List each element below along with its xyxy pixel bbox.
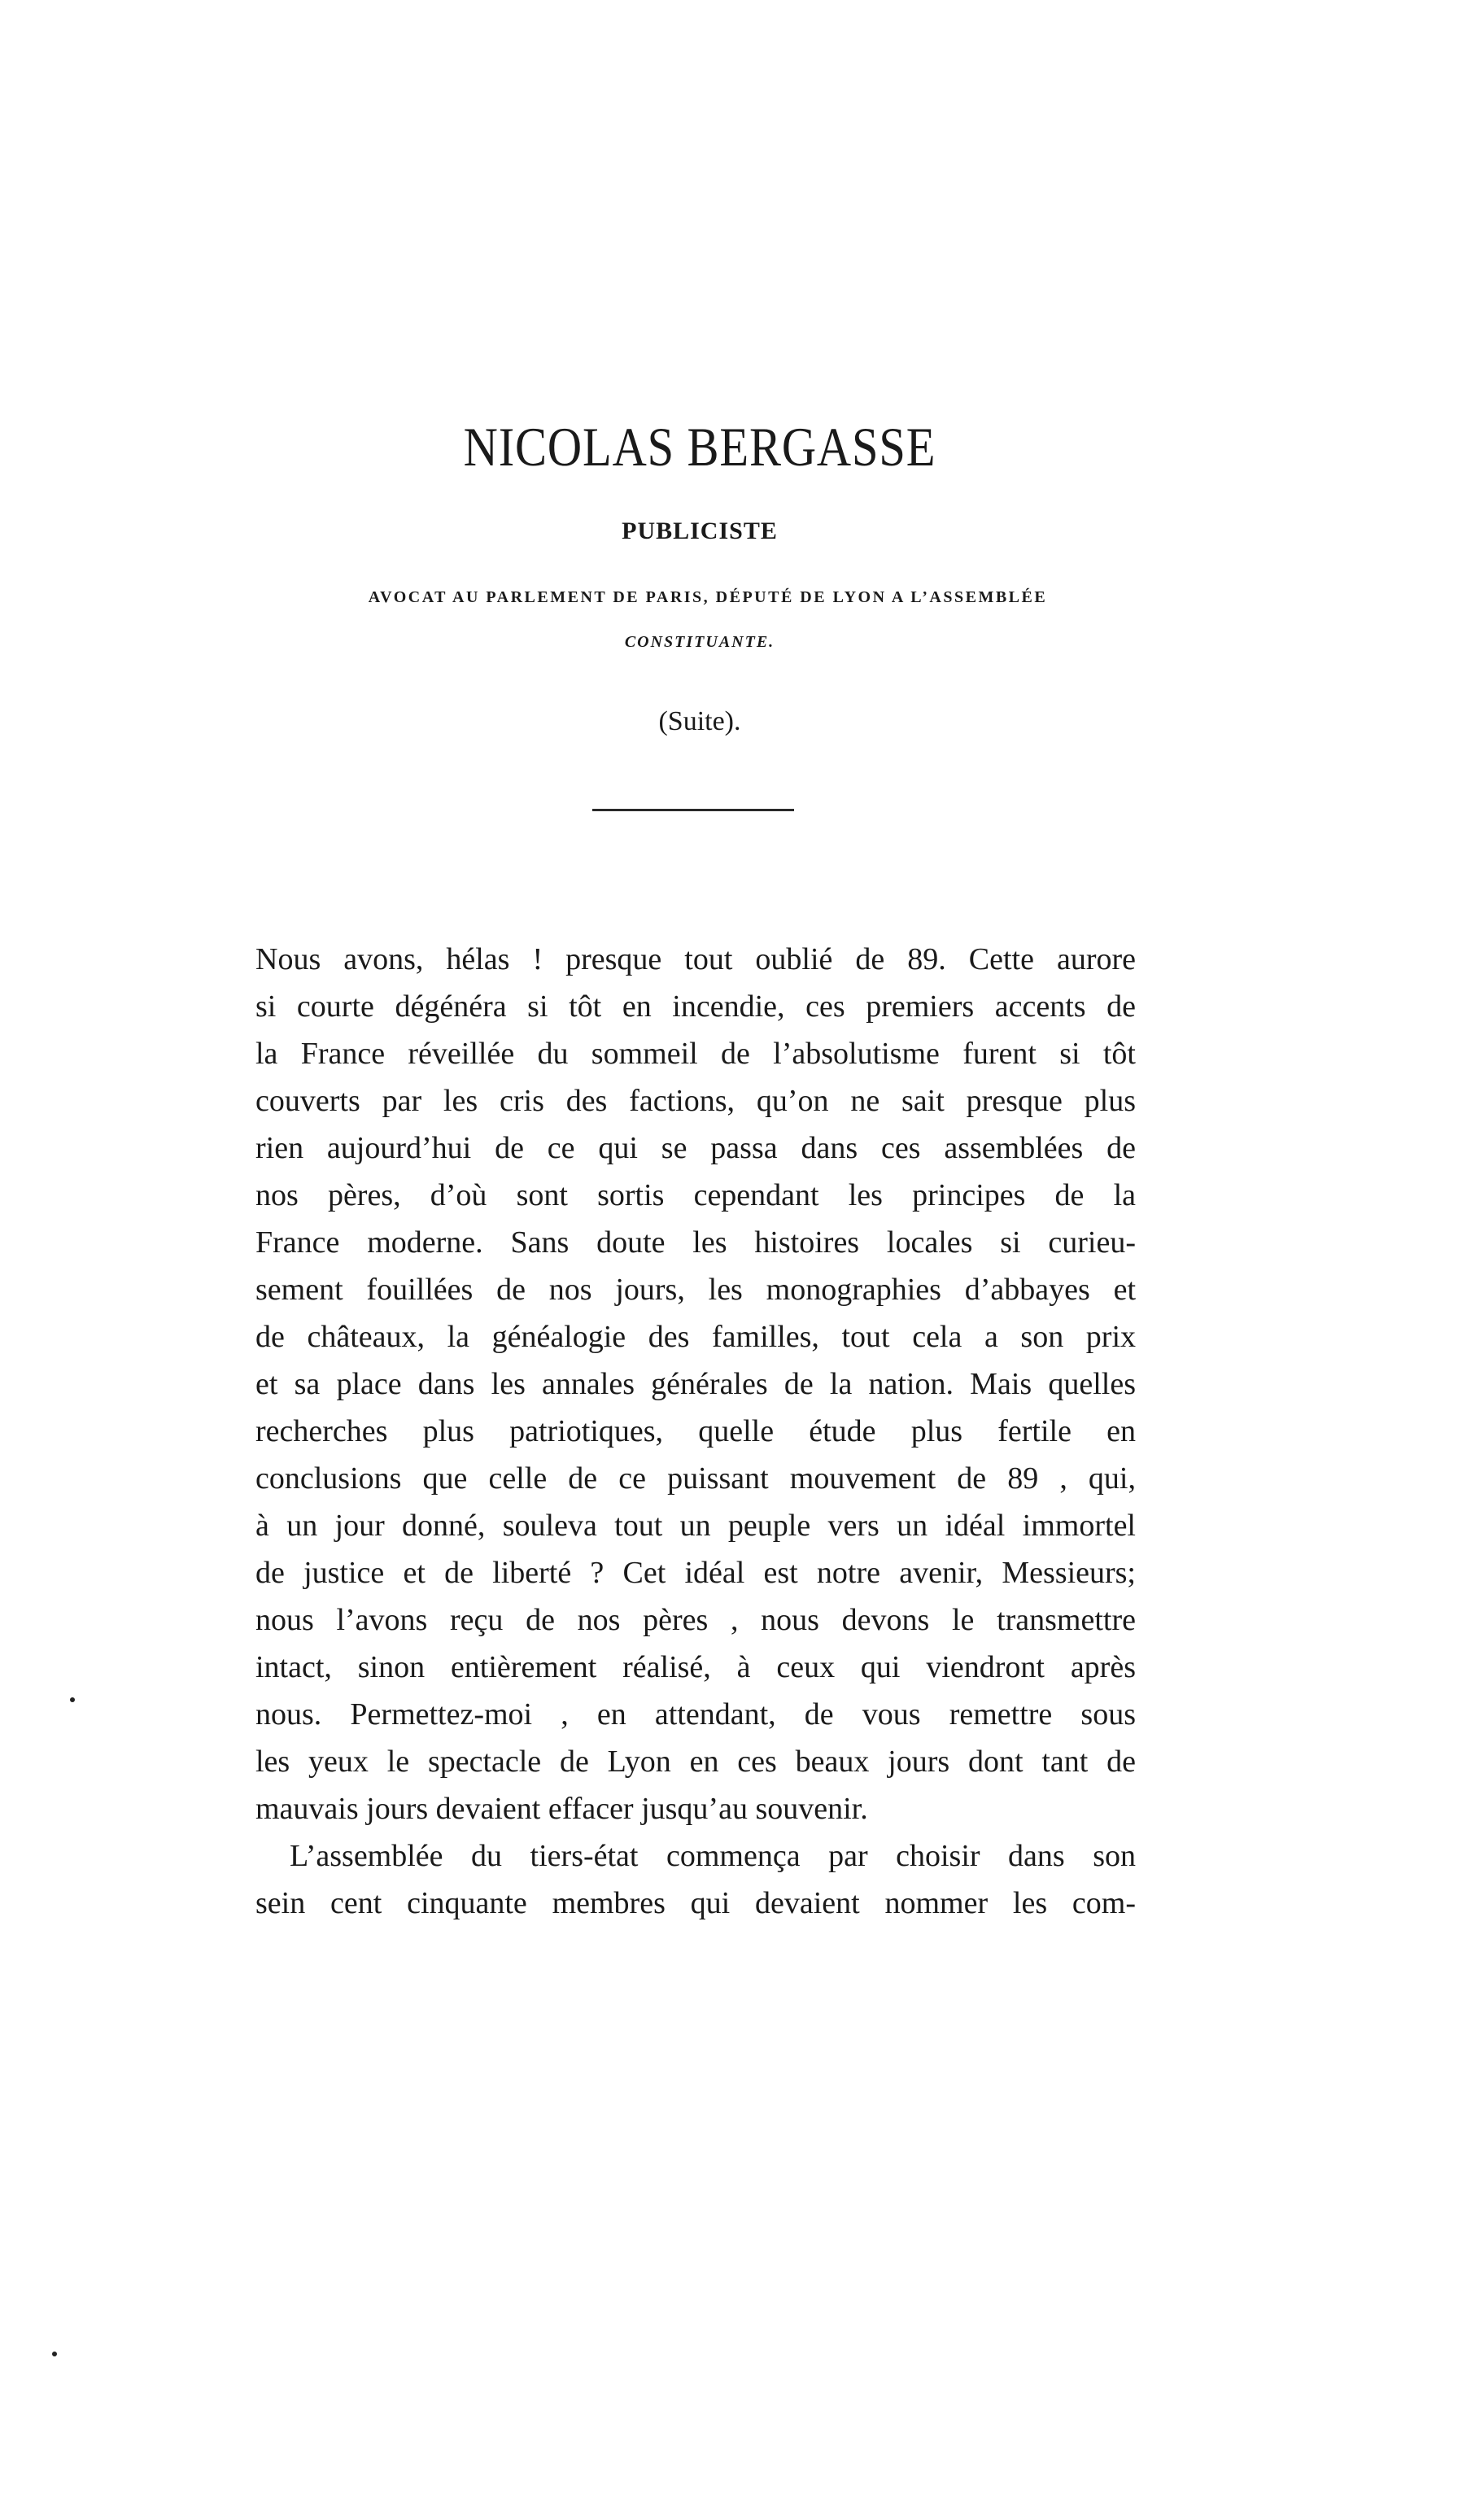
text-line: et sa place dans les annales générales de la nation. Mais quelles [255,1367,1136,1401]
text-line: de châteaux, la généalogie des familles, tout cela a son prix [255,1320,1136,1354]
text-line: de justice et de liberté ? Cet idéal est notre avenir, Messieurs; [255,1556,1136,1590]
text-line: mauvais jours devaient effacer jusqu’au souvenir. [255,1792,868,1826]
text-line: les yeux le spectacle de Lyon en ces beaux jours dont tant de [255,1745,1136,1779]
print-speck [70,1697,75,1702]
continuation-note: (Suite). [658,706,741,736]
text-line: sein cent cinquante membres qui devaient nommer les com- [255,1886,1136,1920]
text-line: nous. Permettez-moi , en attendant, de vous remettre sous [255,1697,1136,1732]
text-line: Nous avons, hélas ! presque tout oublié de 89. Cette aurore [255,942,1136,976]
divider-rule [592,809,794,811]
text-line: sement fouillées de nos jours, les monographies d’abbayes et [255,1273,1136,1307]
text-line: nous l’avons reçu de nos pères , nous devons le transmettre [255,1603,1136,1637]
text-line: à un jour donné, souleva tout un peuple vers un idéal immortel [255,1509,1136,1543]
roles-line-1: AVOCAT AU PARLEMENT DE PARIS, DÉPUTÉ DE LYON A L’ASSEMBLÉE [368,588,1048,606]
subtitle: PUBLICISTE [622,518,778,544]
text-line: si courte dégénéra si tôt en incendie, ces premiers accents de [255,989,1136,1024]
text-line: nos pères, d’où sont sortis cependant les principes de la [255,1178,1136,1212]
article-title: NICOLAS BERGASSE [463,416,936,478]
text-line: L’assemblée du tiers-état commença par choisir dans son [290,1839,1136,1873]
text-line: rien aujourd’hui de ce qui se passa dans ces assemblées de [255,1131,1136,1165]
print-speck [52,2352,57,2356]
text-line: recherches plus patriotiques, quelle étude plus fertile en [255,1414,1136,1448]
text-line: intact, sinon entièrement réalisé, à ceux qui viendront après [255,1650,1136,1684]
text-line: France moderne. Sans doute les histoires locales si curieu- [255,1225,1136,1260]
body-text [255,936,1136,1927]
text-line: couverts par les cris des factions, qu’on ne sait presque plus [255,1084,1136,1118]
text-line: conclusions que celle de ce puissant mouvement de 89 , qui, [255,1461,1136,1496]
roles-line-2: CONSTITUANTE. [624,633,775,651]
text-line: la France réveillée du sommeil de l’absolutisme furent si tôt [255,1037,1136,1071]
